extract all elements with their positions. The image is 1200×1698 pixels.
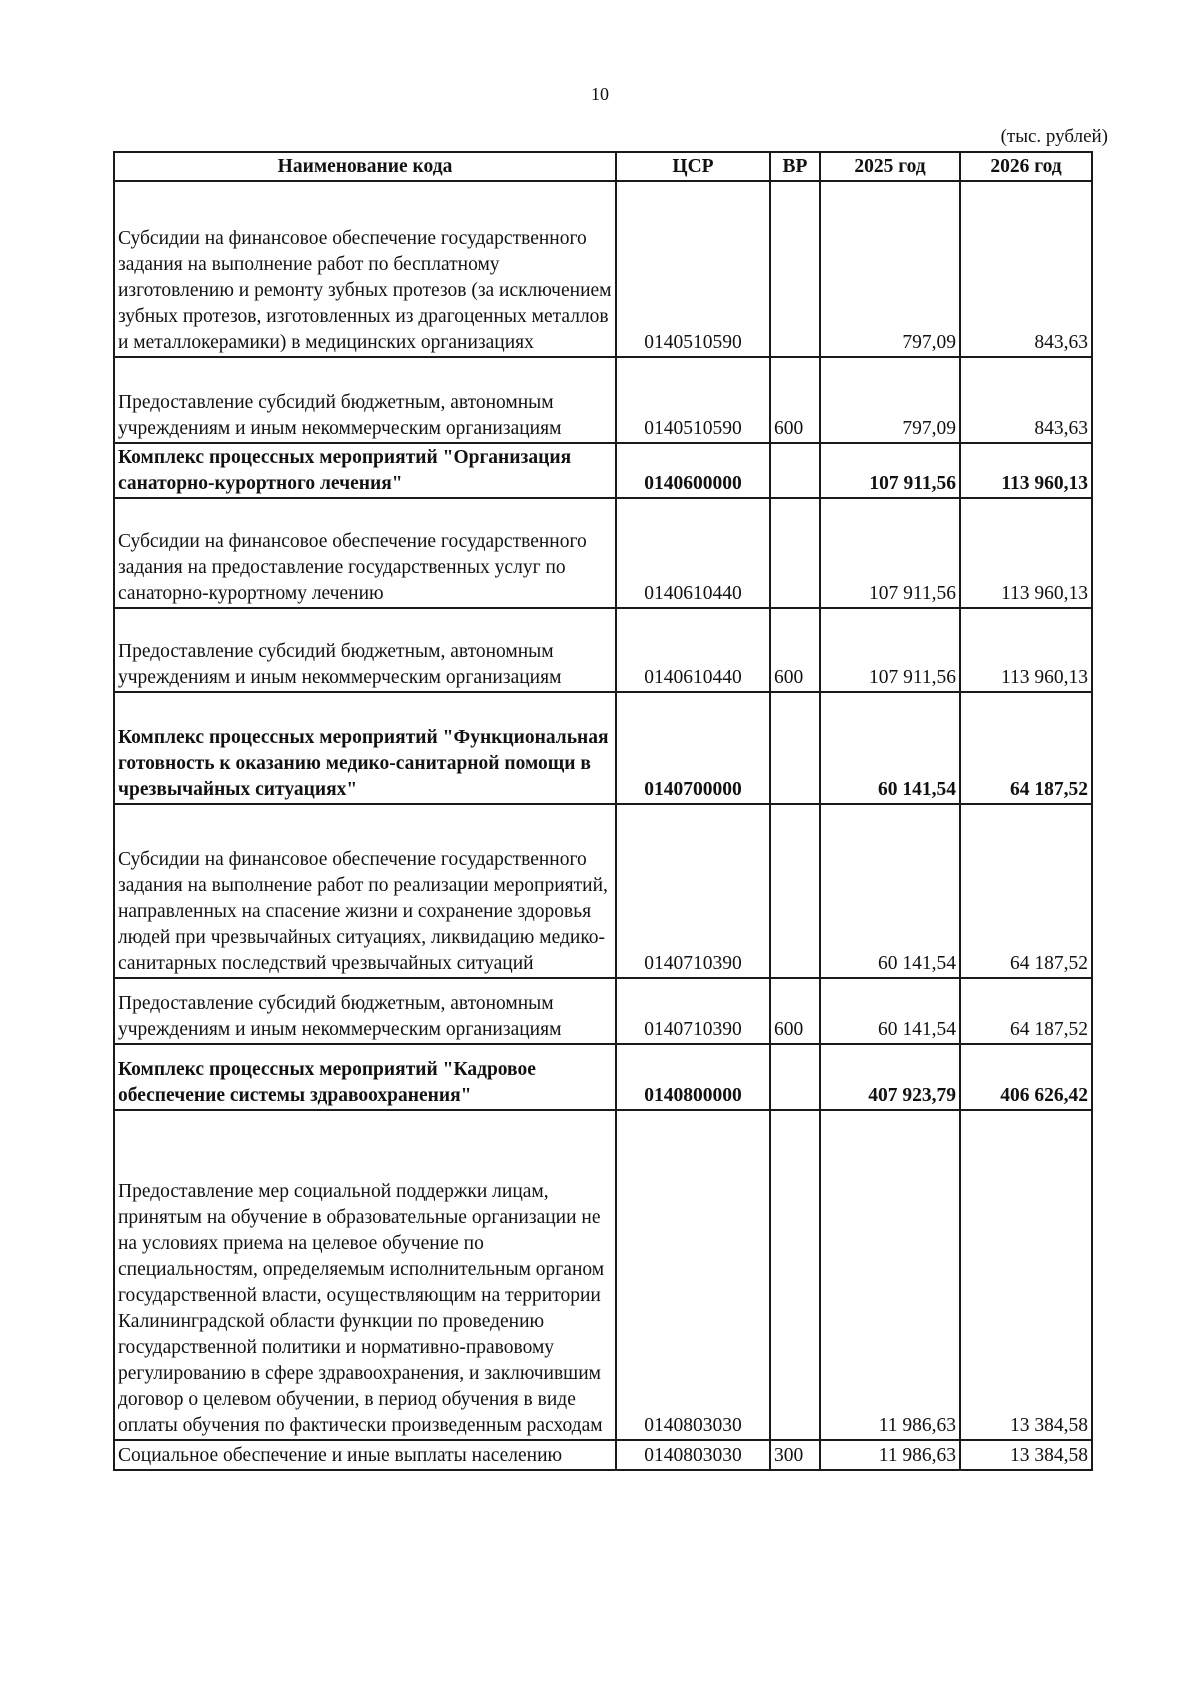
page-number: 10 xyxy=(591,84,609,104)
row-vr xyxy=(770,443,820,498)
row-2025: 797,09 xyxy=(820,181,960,357)
row-2026: 13 384,58 xyxy=(960,1440,1092,1470)
row-csr: 0140803030 xyxy=(616,1110,770,1440)
table-row xyxy=(114,181,1092,357)
row-csr: 0140710390 xyxy=(616,978,770,1044)
row-2025: 797,09 xyxy=(820,357,960,443)
row-csr: 0140510590 xyxy=(616,357,770,443)
row-2025: 107 911,56 xyxy=(820,498,960,608)
row-2026: 13 384,58 xyxy=(960,1110,1092,1440)
row-vr xyxy=(770,1110,820,1440)
row-2025: 107 911,56 xyxy=(820,443,960,498)
row-2025: 11 986,63 xyxy=(820,1110,960,1440)
row-vr: 600 xyxy=(770,978,820,1044)
row-name: Предоставление субсидий бюджетным, автономным учреждениям и иным некоммерческим организациям xyxy=(114,608,616,692)
row-csr: 0140600000 xyxy=(616,443,770,498)
row-vr xyxy=(770,1044,820,1110)
row-2025: 107 911,56 xyxy=(820,608,960,692)
row-vr xyxy=(770,804,820,978)
units-note: (тыс. рублей) xyxy=(1000,126,1108,147)
row-2025: 60 141,54 xyxy=(820,978,960,1044)
row-2025: 60 141,54 xyxy=(820,692,960,804)
row-2026: 113 960,13 xyxy=(960,498,1092,608)
row-2025: 407 923,79 xyxy=(820,1044,960,1110)
row-name: Предоставление субсидий бюджетным, автономным учреждениям и иным некоммерческим организациям xyxy=(114,978,616,1044)
table-row xyxy=(114,804,1092,978)
row-name: Предоставление субсидий бюджетным, автономным учреждениям и иным некоммерческим организациям xyxy=(114,357,616,443)
table-row xyxy=(114,498,1092,608)
row-csr: 0140610440 xyxy=(616,608,770,692)
row-2026: 64 187,52 xyxy=(960,692,1092,804)
row-csr: 0140803030 xyxy=(616,1440,770,1470)
row-2026: 113 960,13 xyxy=(960,608,1092,692)
table-row xyxy=(114,978,1092,1044)
row-2026: 113 960,13 xyxy=(960,443,1092,498)
row-csr: 0140610440 xyxy=(616,498,770,608)
row-vr xyxy=(770,692,820,804)
table-row xyxy=(114,443,1092,498)
row-name: Субсидии на финансовое обеспечение государственного задания на предоставление государственных услуг по санаторно-курортному лечению xyxy=(114,498,616,608)
budget-table xyxy=(113,151,1093,1471)
row-name: Субсидии на финансовое обеспечение государственного задания на выполнение работ по бесплатному изготовлению и ремонту зубных протезов (за исключением зубных протезов, изготовленных из драгоценных металлов и металлокерамики) в медицинских организациях xyxy=(114,181,616,357)
row-name: Субсидии на финансовое обеспечение государственного задания на выполнение работ по реализации мероприятий, направленных на спасение жизни и сохранение здоровья людей при чрезвычайных ситуациях, ликвидацию медико-санитарных последствий чрезвычайных ситуаций xyxy=(114,804,616,978)
row-name: Предоставление мер социальной поддержки лицам, принятым на обучение в образовательные организации не на условиях приема на целевое обучение по специальностям, определяемым исполнительным органом государственной власти, осуществляющим на территории Калининградской области функции по проведению государственной политики и нормативно-правовому регулированию в сфере здравоохранения, и заключившим договор о целевом обучении, в период обучения в виде оплаты обучения по фактически произведенным расходам xyxy=(114,1110,616,1440)
header-csr: ЦСР xyxy=(616,152,770,181)
row-name: Комплекс процессных мероприятий "Функциональная готовность к оказанию медико-санитарной помощи в чрезвычайных ситуациях" xyxy=(114,692,616,804)
row-vr xyxy=(770,181,820,357)
table-row xyxy=(114,692,1092,804)
table-row xyxy=(114,357,1092,443)
row-name: Комплекс процессных мероприятий "Организация санаторно-курортного лечения" xyxy=(114,443,616,498)
table-row xyxy=(114,1440,1092,1470)
row-2025: 11 986,63 xyxy=(820,1440,960,1470)
row-2026: 64 187,52 xyxy=(960,804,1092,978)
row-csr: 0140800000 xyxy=(616,1044,770,1110)
row-2025: 60 141,54 xyxy=(820,804,960,978)
row-name: Социальное обеспечение и иные выплаты населению xyxy=(114,1440,616,1470)
table-row xyxy=(114,1110,1092,1440)
row-2026: 64 187,52 xyxy=(960,978,1092,1044)
header-name: Наименование кода xyxy=(114,152,616,181)
row-2026: 406 626,42 xyxy=(960,1044,1092,1110)
row-csr: 0140700000 xyxy=(616,692,770,804)
row-name: Комплекс процессных мероприятий "Кадровое обеспечение системы здравоохранения" xyxy=(114,1044,616,1110)
header-vr: ВР xyxy=(770,152,820,181)
table-row xyxy=(114,1044,1092,1110)
header-2025: 2025 год xyxy=(820,152,960,181)
header-2026: 2026 год xyxy=(960,152,1092,181)
table-row xyxy=(114,608,1092,692)
row-vr: 300 xyxy=(770,1440,820,1470)
row-csr: 0140510590 xyxy=(616,181,770,357)
row-2026: 843,63 xyxy=(960,181,1092,357)
table-header-row xyxy=(114,152,1092,181)
row-vr xyxy=(770,498,820,608)
row-vr: 600 xyxy=(770,608,820,692)
row-csr: 0140710390 xyxy=(616,804,770,978)
row-2026: 843,63 xyxy=(960,357,1092,443)
row-vr: 600 xyxy=(770,357,820,443)
